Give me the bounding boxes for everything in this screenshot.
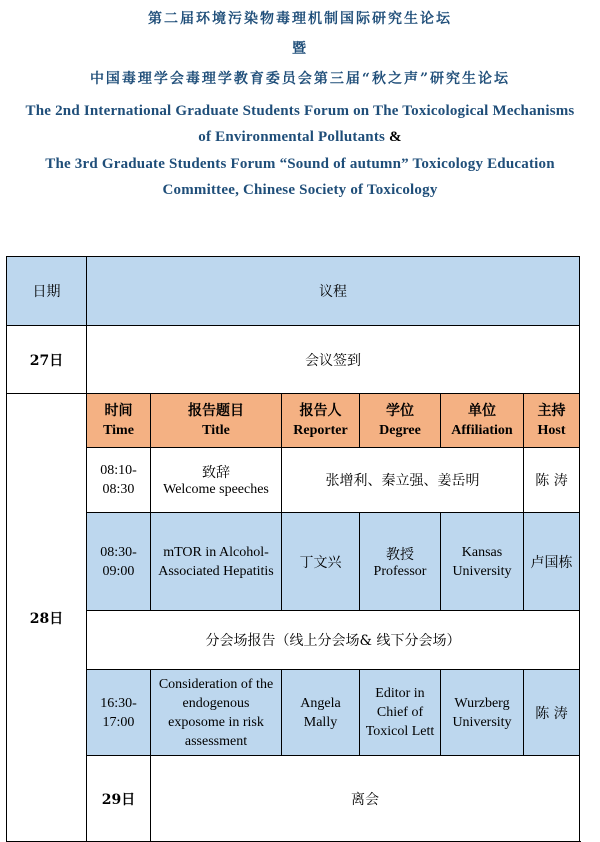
title-en-line1: The 2nd International Graduate Students Forum on The Toxicological Mechanisms	[25, 103, 575, 119]
subheader-time-cn: 时间	[104, 402, 133, 419]
row2-time-end: 09:00	[102, 563, 135, 579]
col-agenda-header: 议程	[87, 257, 580, 326]
title-en-line3: The 3rd Graduate Students Forum “Sound of autumn” Toxicology Education	[45, 156, 555, 172]
day28-label: 28日	[7, 394, 87, 842]
row3-degree: Editor in Chief of Toxicol Lett	[360, 670, 441, 756]
row1-title-en: Welcome speeches	[163, 482, 269, 497]
title-en-line4: Committee, Chinese Society of Toxicology	[162, 182, 438, 198]
subheader-affil-en: Affiliation	[451, 422, 513, 438]
day27-event: 会议签到	[87, 326, 580, 394]
table-header-row	[7, 257, 580, 326]
row2-degree	[360, 513, 441, 611]
table-row	[7, 448, 580, 513]
subheader-degree-en: Degree	[379, 422, 421, 438]
row1-title	[151, 448, 282, 513]
row2-time-start: 08:30-	[100, 544, 137, 560]
subheader-time-en: Time	[103, 422, 134, 438]
title-en-line2-wrap	[0, 129, 600, 146]
row3-time	[87, 670, 151, 756]
subheader-reporter	[282, 394, 360, 448]
row1-title-cn: 致辞	[202, 465, 230, 481]
table-row	[7, 670, 580, 756]
row2-degree-cn: 教授	[386, 546, 414, 563]
row3-title: Consideration of the endogenous exposome in risk assessment	[151, 670, 282, 756]
subheader-host	[524, 394, 580, 448]
subheader-title-cn: 报告题目	[188, 402, 244, 419]
subheader-reporter-cn: 报告人	[299, 402, 342, 419]
row1-time-start: 08:10-	[100, 463, 137, 478]
subheader-affiliation	[441, 394, 524, 448]
row1-people: 张增利、秦立强、姜岳明	[282, 448, 524, 513]
subheader-time	[87, 394, 151, 448]
row3-host: 陈 涛	[524, 670, 580, 756]
day29-row	[7, 756, 580, 842]
row3-time-start: 16:30-	[100, 695, 137, 711]
row3-reporter: Angela Mally	[282, 670, 360, 756]
schedule-table	[6, 256, 580, 842]
subheader-title-en: Title	[202, 422, 230, 438]
subheader-affil-cn: 单位	[468, 402, 496, 419]
subheader-title	[151, 394, 282, 448]
title-cn-line2: 暨	[292, 41, 308, 57]
row1-time	[87, 448, 151, 513]
row3-time-end: 17:00	[102, 714, 135, 730]
row1-time-end: 08:30	[102, 482, 135, 497]
row2-host: 卢国栋	[524, 513, 580, 611]
row2-time	[87, 513, 151, 611]
subheader-degree-cn: 学位	[386, 402, 414, 419]
day27-row	[7, 326, 580, 394]
sessions-row	[7, 611, 580, 670]
day29-label: 29日	[87, 756, 151, 842]
title-en-line2: of Environmental Pollutants	[198, 129, 386, 145]
subheader-degree	[360, 394, 441, 448]
title-en-ampersand: &	[389, 129, 402, 145]
row1-host: 陈 涛	[524, 448, 580, 513]
row2-reporter: 丁文兴	[282, 513, 360, 611]
row2-title: mTOR in Alcohol-Associated Hepatitis	[151, 513, 282, 611]
col-date-header: 日期	[7, 257, 87, 326]
subheader-reporter-en: Reporter	[293, 422, 348, 438]
title-cn-line3: 中国毒理学会毒理学教育委员会第三届“秋之声”研究生论坛	[89, 71, 511, 87]
day29-event: 离会	[151, 756, 580, 842]
row2-affiliation: Kansas University	[441, 513, 524, 611]
sessions-label: 分会场报告（线上分会场& 线下分会场）	[87, 611, 580, 670]
subheader-host-cn: 主持	[537, 402, 566, 419]
table-row	[7, 513, 580, 611]
row3-affiliation: Wurzberg University	[441, 670, 524, 756]
row2-degree-en: Professor	[373, 563, 427, 579]
subheader-row	[7, 394, 580, 448]
subheader-host-en: Host	[537, 422, 566, 438]
day27-label: 27日	[7, 326, 87, 394]
title-cn-line1: 第二届环境污染物毒理机制国际研究生论坛	[148, 11, 452, 27]
